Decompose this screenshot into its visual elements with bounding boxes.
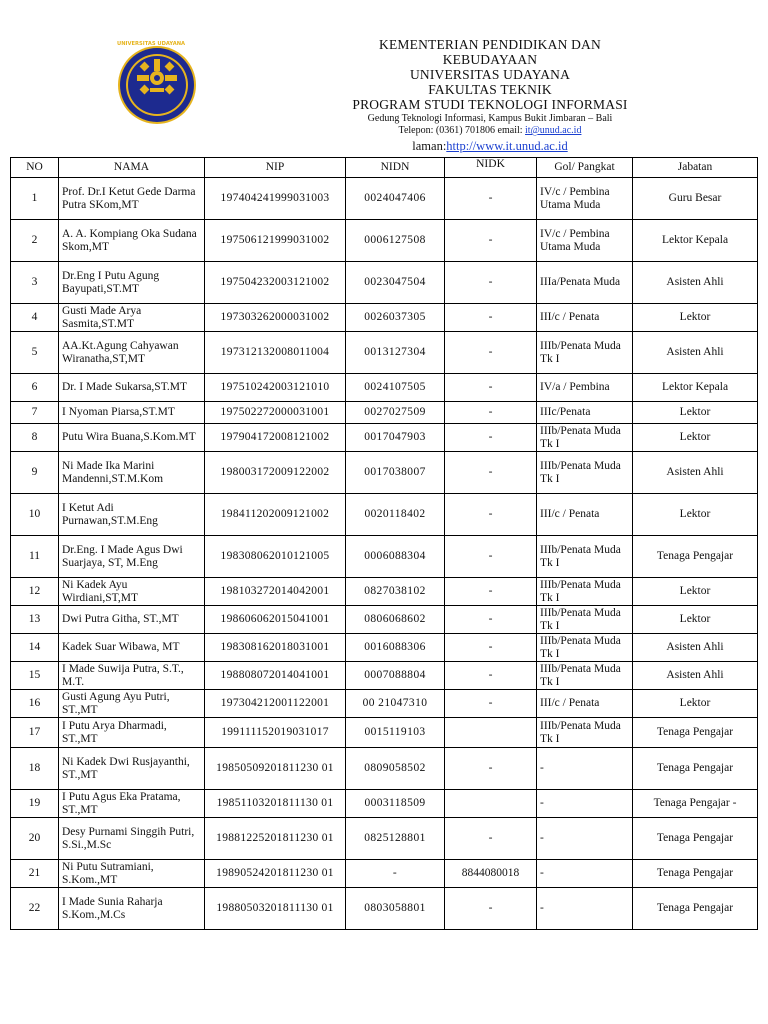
cell-nidk: [445, 790, 537, 818]
cell-nidn: 0809058502: [346, 748, 445, 790]
cell-jabatan: Lektor: [633, 690, 758, 718]
table-row: [11, 374, 758, 402]
cell-jabatan: Lektor Kepala: [633, 220, 758, 262]
cell-nip: 197510242003121010: [205, 374, 346, 402]
cell-no: 2: [11, 220, 59, 262]
cell-no: 4: [11, 304, 59, 332]
cell-gol: III/c / Penata: [537, 494, 633, 536]
cell-nip: 197404241999031003: [205, 178, 346, 220]
cell-no: 22: [11, 888, 59, 930]
cell-gol: IIIc/Penata: [537, 402, 633, 424]
cell-no: 5: [11, 332, 59, 374]
cell-nidk: -: [445, 494, 537, 536]
cell-nidk: -: [445, 578, 537, 606]
table-row: [11, 424, 758, 452]
cell-nama: I Nyoman Piarsa,ST.MT: [59, 402, 205, 424]
faculty-name: FAKULTAS TEKNIK: [428, 82, 552, 98]
cell-nidk: -: [445, 888, 537, 930]
cell-nidk: -: [445, 424, 537, 452]
university-logo: [117, 41, 197, 125]
cell-jabatan: Tenaga Pengajar: [633, 718, 758, 748]
cell-no: 14: [11, 634, 59, 662]
cell-nidk: -: [445, 304, 537, 332]
cell-nama: Dr. I Made Sukarsa,ST.MT: [59, 374, 205, 402]
cell-nidk: -: [445, 662, 537, 690]
cell-nip: 198606062015041001: [205, 606, 346, 634]
cell-no: 3: [11, 262, 59, 304]
cell-jabatan: Tenaga Pengajar: [633, 860, 758, 888]
cell-nidk: -: [445, 220, 537, 262]
cell-nidn: 0806068602: [346, 606, 445, 634]
table-row: [11, 818, 758, 860]
cell-nip: 198308062010121005: [205, 536, 346, 578]
cell-nidn: 0020118402: [346, 494, 445, 536]
header-no: NO: [11, 158, 59, 178]
cell-no: 16: [11, 690, 59, 718]
cell-nidk: [445, 718, 537, 748]
contact-line: [270, 125, 710, 138]
cell-nama: Putu Wira Buana,S.Kom.MT: [59, 424, 205, 452]
cell-nip: 197312132008011004: [205, 332, 346, 374]
cell-nip: 198808072014041001: [205, 662, 346, 690]
cell-nama: Desy Purnami Singgih Putri, S.Si.,M.Sc: [59, 818, 205, 860]
cell-nidk: -: [445, 374, 537, 402]
cell-gol: IIIb/Penata Muda Tk I: [537, 634, 633, 662]
cell-nip: 19881225201811230 01: [205, 818, 346, 860]
cell-jabatan: Lektor: [633, 606, 758, 634]
table-row: [11, 606, 758, 634]
cell-nidn: 00 21047310: [346, 690, 445, 718]
cell-nidk: 8844080018: [445, 860, 537, 888]
table-row: [11, 332, 758, 374]
ministry-line-1: KEMENTERIAN PENDIDIKAN DAN: [379, 37, 601, 52]
cell-no: 1: [11, 178, 59, 220]
cell-gol: IV/c / Pembina Utama Muda: [537, 178, 633, 220]
cell-jabatan: Lektor: [633, 424, 758, 452]
cell-nidn: 0006088304: [346, 536, 445, 578]
cell-no: 6: [11, 374, 59, 402]
table-row: [11, 578, 758, 606]
cell-jabatan: Guru Besar: [633, 178, 758, 220]
cell-nidn: 0803058801: [346, 888, 445, 930]
cell-nidn: 0017038007: [346, 452, 445, 494]
email-link[interactable]: it@unud.ac.id: [525, 125, 582, 137]
cell-nama: Kadek Suar Wibawa, MT: [59, 634, 205, 662]
cell-no: 21: [11, 860, 59, 888]
cell-nip: 198003172009122002: [205, 452, 346, 494]
cell-no: 12: [11, 578, 59, 606]
cell-nip: 19880503201811130 01: [205, 888, 346, 930]
header-nip: NIP: [205, 158, 346, 178]
cell-jabatan: Lektor: [633, 402, 758, 424]
cell-nidk: -: [445, 818, 537, 860]
table-row: [11, 262, 758, 304]
cell-no: 8: [11, 424, 59, 452]
cell-nidk: -: [445, 690, 537, 718]
cell-nip: 198308162018031001: [205, 634, 346, 662]
header-nama: NAMA: [59, 158, 205, 178]
cell-nama: A. A. Kompiang Oka Sudana Skom,MT: [59, 220, 205, 262]
cell-gol: IIIb/Penata Muda Tk I: [537, 452, 633, 494]
university-name: UNIVERSITAS UDAYANA: [409, 67, 571, 83]
cell-jabatan: Tenaga Pengajar -: [633, 790, 758, 818]
table-row: [11, 718, 758, 748]
cell-jabatan: Lektor: [633, 494, 758, 536]
cell-nidk: -: [445, 262, 537, 304]
cell-nidk: -: [445, 452, 537, 494]
cell-nidk: -: [445, 606, 537, 634]
table-header-row: [11, 158, 758, 178]
cell-nip: 199111152019031017: [205, 718, 346, 748]
cell-jabatan: Lektor: [633, 304, 758, 332]
cell-nama: Ni Kadek Dwi Rusjayanthi, ST.,MT: [59, 748, 205, 790]
cell-nidk: -: [445, 402, 537, 424]
cell-gol: IIIb/Penata Muda Tk I: [537, 718, 633, 748]
cell-nidn: 0024047406: [346, 178, 445, 220]
cell-nama: AA.Kt.Agung Cahyawan Wiranatha,ST,MT: [59, 332, 205, 374]
udayana-seal-icon: [117, 41, 197, 125]
cell-nip: 197506121999031002: [205, 220, 346, 262]
cell-nama: I Putu Agus Eka Pratama, ST.,MT: [59, 790, 205, 818]
cell-gol: IIIb/Penata Muda Tk I: [537, 332, 633, 374]
cell-nidn: 0024107505: [346, 374, 445, 402]
cell-no: 15: [11, 662, 59, 690]
cell-gol: -: [537, 860, 633, 888]
table-row: [11, 888, 758, 930]
cell-nidk: -: [445, 332, 537, 374]
cell-gol: IIIa/Penata Muda: [537, 262, 633, 304]
cell-nama: Prof. Dr.I Ketut Gede Darma Putra SKom,MT: [59, 178, 205, 220]
cell-gol: IIIb/Penata Muda Tk I: [537, 536, 633, 578]
cell-jabatan: Lektor: [633, 578, 758, 606]
table-row: [11, 220, 758, 262]
cell-nidk: -: [445, 748, 537, 790]
header-gol: Gol/ Pangkat: [537, 158, 633, 178]
cell-nama: I Ketut Adi Purnawan,ST.M.Eng: [59, 494, 205, 536]
cell-jabatan: Tenaga Pengajar: [633, 818, 758, 860]
cell-no: 11: [11, 536, 59, 578]
cell-nama: Gusti Agung Ayu Putri, ST.,MT: [59, 690, 205, 718]
cell-gol: -: [537, 790, 633, 818]
cell-nama: Ni Made Ika Marini Mandenni,ST.M.Kom: [59, 452, 205, 494]
cell-nidn: 0825128801: [346, 818, 445, 860]
cell-jabatan: Tenaga Pengajar: [633, 888, 758, 930]
cell-nidn: 0003118509: [346, 790, 445, 818]
cell-jabatan: Lektor Kepala: [633, 374, 758, 402]
cell-nip: 19850509201811230 01: [205, 748, 346, 790]
phone-text: Telepon: (0361) 701806 email:: [398, 125, 526, 137]
cell-gol: IV/c / Pembina Utama Muda: [537, 220, 633, 262]
cell-jabatan: Asisten Ahli: [633, 662, 758, 690]
cell-nama: I Putu Arya Dharmadi, ST.,MT: [59, 718, 205, 748]
cell-no: 9: [11, 452, 59, 494]
cell-nama: Dr.Eng. I Made Agus Dwi Suarjaya, ST, M.Eng: [59, 536, 205, 578]
cell-no: 20: [11, 818, 59, 860]
table-row: [11, 536, 758, 578]
cell-jabatan: Asisten Ahli: [633, 262, 758, 304]
cell-nip: 19851103201811130 01: [205, 790, 346, 818]
cell-nidn: 0013127304: [346, 332, 445, 374]
cell-no: 19: [11, 790, 59, 818]
cell-nidn: 0016088306: [346, 634, 445, 662]
cell-gol: -: [537, 748, 633, 790]
program-name: PROGRAM STUDI TEKNOLOGI INFORMASI: [352, 97, 628, 113]
cell-nidn: 0015119103: [346, 718, 445, 748]
cell-nidn: 0026037305: [346, 304, 445, 332]
cell-jabatan: Tenaga Pengajar: [633, 748, 758, 790]
cell-nama: I Made Sunia Raharja S.Kom.,M.Cs: [59, 888, 205, 930]
staff-table: [10, 157, 758, 930]
table-row: [11, 304, 758, 332]
cell-nama: Ni Kadek Ayu Wirdiani,ST,MT: [59, 578, 205, 606]
table-row: [11, 690, 758, 718]
cell-no: 17: [11, 718, 59, 748]
cell-gol: IIIb/Penata Muda Tk I: [537, 662, 633, 690]
svg-text:UNIVERSITAS UDAYANA: UNIVERSITAS UDAYANA: [117, 41, 186, 47]
table-row: [11, 634, 758, 662]
cell-nip: 197303262000031002: [205, 304, 346, 332]
cell-gol: IV/a / Pembina: [537, 374, 633, 402]
cell-nip: 197504232003121002: [205, 262, 346, 304]
table-row: [11, 748, 758, 790]
cell-nama: Ni Putu Sutramiani, S.Kom.,MT: [59, 860, 205, 888]
ministry-line-2: KEBUDAYAAN: [442, 52, 538, 68]
table-row: [11, 402, 758, 424]
cell-nidk: -: [445, 178, 537, 220]
cell-no: 13: [11, 606, 59, 634]
header-nidn: NIDN: [346, 158, 445, 178]
cell-nip: 197502272000031001: [205, 402, 346, 424]
cell-nama: I Made Suwija Putra, S.T., M.T.: [59, 662, 205, 690]
website-line: [270, 139, 710, 153]
cell-gol: IIIb/Penata Muda Tk I: [537, 606, 633, 634]
cell-nama: Gusti Made Arya Sasmita,ST.MT: [59, 304, 205, 332]
cell-nip: 197904172008121002: [205, 424, 346, 452]
table-row: [11, 178, 758, 220]
cell-nidn: 0007088804: [346, 662, 445, 690]
document-header: [270, 37, 710, 153]
cell-jabatan: Asisten Ahli: [633, 634, 758, 662]
cell-nidn: 0017047903: [346, 424, 445, 452]
cell-jabatan: Asisten Ahli: [633, 452, 758, 494]
cell-no: 18: [11, 748, 59, 790]
cell-nidn: 0023047504: [346, 262, 445, 304]
cell-nidn: -: [346, 860, 445, 888]
header-nidk: NIDK: [445, 158, 537, 178]
cell-nip: 198103272014042001: [205, 578, 346, 606]
table-row: [11, 494, 758, 536]
website-label: laman:: [412, 138, 447, 153]
cell-nidk: -: [445, 536, 537, 578]
table-row: [11, 452, 758, 494]
cell-nidn: 0006127508: [346, 220, 445, 262]
table-row: [11, 662, 758, 690]
table-row: [11, 860, 758, 888]
cell-nip: 198411202009121002: [205, 494, 346, 536]
table-row: [11, 790, 758, 818]
cell-gol: III/c / Penata: [537, 304, 633, 332]
cell-no: 10: [11, 494, 59, 536]
cell-gol: IIIb/Penata Muda Tk I: [537, 578, 633, 606]
header-jabatan: Jabatan: [633, 158, 758, 178]
cell-gol: III/c / Penata: [537, 690, 633, 718]
cell-gol: IIIb/Penata Muda Tk I: [537, 424, 633, 452]
cell-nama: Dr.Eng I Putu Agung Bayupati,ST.MT: [59, 262, 205, 304]
cell-jabatan: Asisten Ahli: [633, 332, 758, 374]
cell-nip: 197304212001122001: [205, 690, 346, 718]
cell-gol: -: [537, 818, 633, 860]
cell-nidn: 0027027509: [346, 402, 445, 424]
cell-nama: Dwi Putra Githa, ST.,MT: [59, 606, 205, 634]
website-link[interactable]: http://www.it.unud.ac.id: [446, 138, 568, 153]
cell-gol: -: [537, 888, 633, 930]
cell-nidk: -: [445, 634, 537, 662]
cell-jabatan: Tenaga Pengajar: [633, 536, 758, 578]
cell-no: 7: [11, 402, 59, 424]
cell-nidn: 0827038102: [346, 578, 445, 606]
address-line: Gedung Teknologi Informasi, Kampus Bukit Jimbaran – Bali: [367, 112, 613, 124]
cell-nip: 19890524201811230 01: [205, 860, 346, 888]
